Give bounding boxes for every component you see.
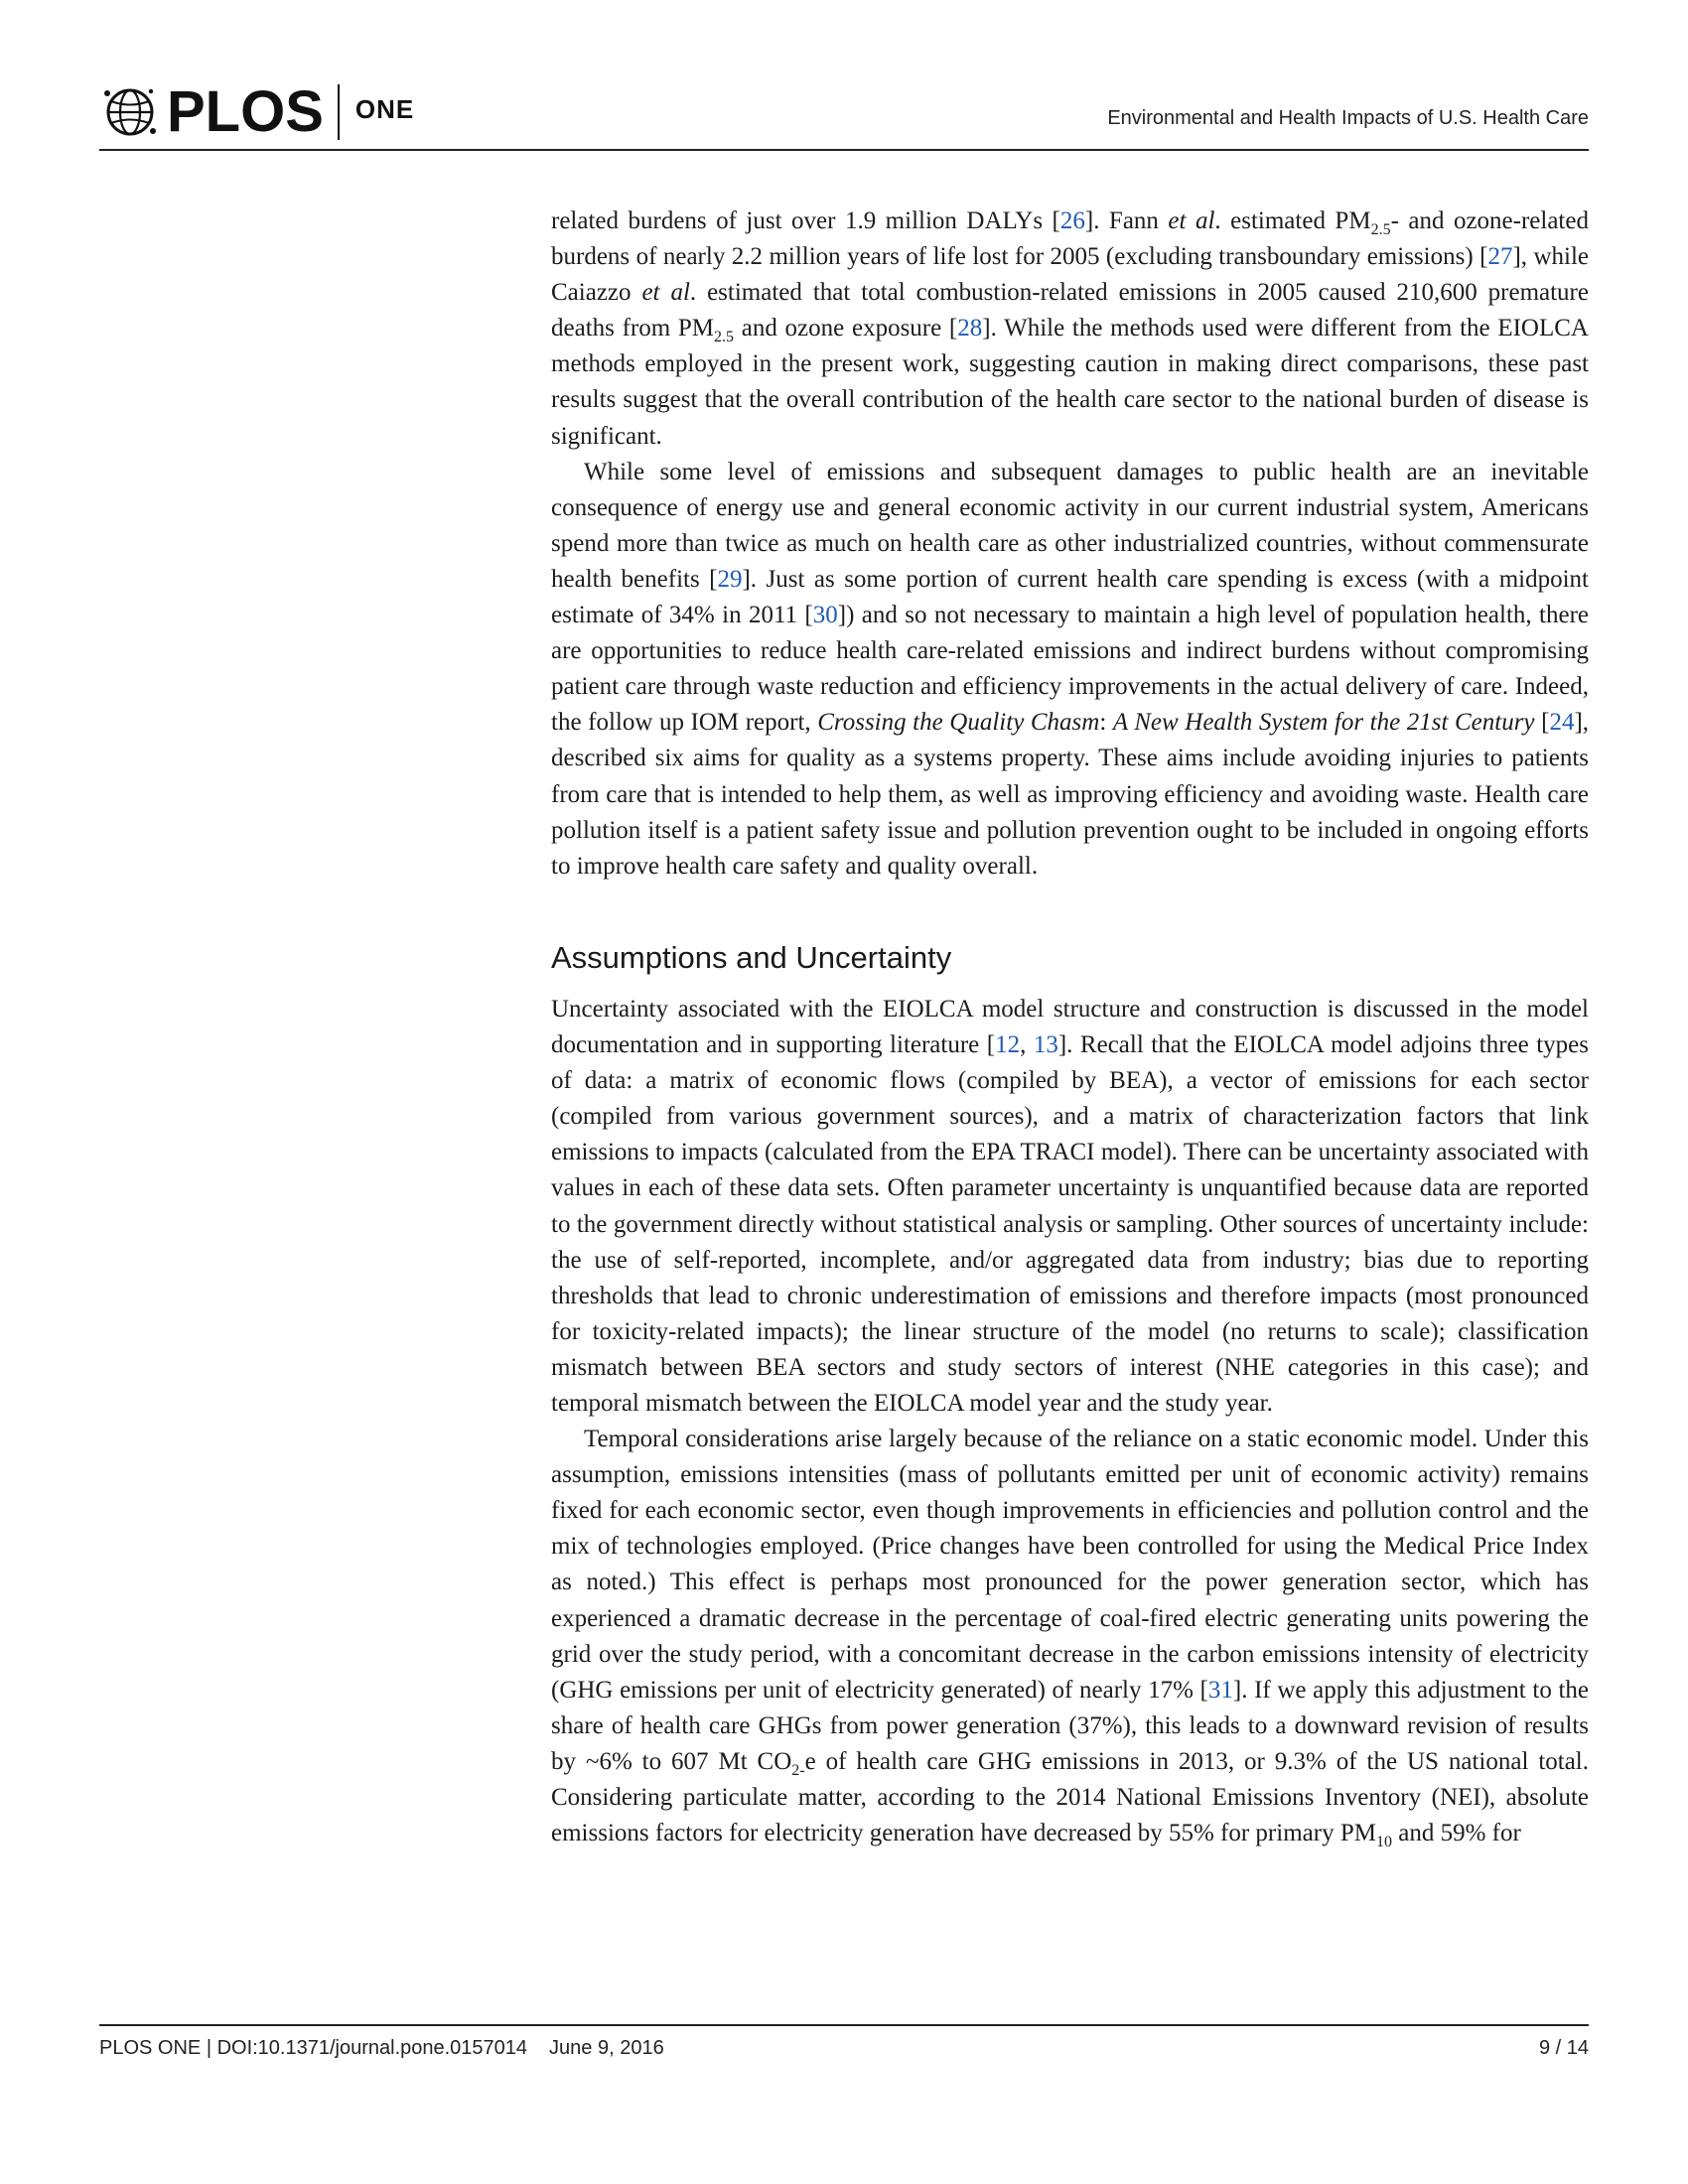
citation-link[interactable]: 30 <box>812 602 838 629</box>
globe-icon <box>99 81 161 143</box>
header-divider <box>99 149 1589 151</box>
publication-date: June 9, 2016 <box>549 2037 664 2059</box>
paragraph: Temporal considerations arise largely because of the reliance on a static economic model. Under this assumption, emissions intensities (mass of pollutants emitted per unit of economic activity) remains fixed for each economic sector, even though improvements in efficiencies and pollution control and the mix of technologies employed. (Price changes have been controlled for using the Medical Price Index as noted.) This effect is perhaps most pronounced for the power generation sector, which has experienced a dramatic decrease in the percentage of coal-fired electric generating units powering the grid over the study period, with a concomitant decrease in the carbon emissions intensity of electricity (GHG emissions per unit of electricity generated) of nearly 17% [31]. If we apply this adjustment to the share of health care GHGs from power generation (37%), this leads to a downward revision of results by ~6% to 607 Mt $CO_{2-}e$ of health care GHG emissions in 2013, or 9.3% of the US national total. Considering particulate matter, according to the 2014 National Emissions Inventory (NEI), absolute emissions factors for electricity generation have decreased by 55% for primary $PM_{10}$ and 59% for <box>551 1426 1589 1851</box>
citation-link[interactable]: 31 <box>1207 1676 1233 1704</box>
logo-divider <box>338 84 340 140</box>
article-body <box>551 204 1589 1851</box>
footer-divider <box>99 2024 1589 2026</box>
plos-one-logo[interactable] <box>99 77 414 147</box>
doi-citation[interactable]: PLOS ONE | DOI:10.1371/journal.pone.0157014 <box>99 2037 528 2059</box>
page-number: 9 / 14 <box>1538 2037 1589 2059</box>
paragraph: While some level of emissions and subsequent damages to public health are an inevitable consequence of energy use and general economic activity in our current industrial system, Americans spend more than twice as much on health care as other industrialized countries, without commensurate health benefits [29]. Just as some portion of current health care spending is excess (with a midpoint estimate of 34% in 2011 [30]) and so not necessary to maintain a high level of population health, there are opportunities to reduce health care-related emissions and indirect burdens without compromising patient care through waste reduction and efficiency improvements in the actual delivery of care. Indeed, the follow up IOM report, Crossing the Quality Chasm: A New Health System for the 21st Century [24], described six aims for quality as a systems property. These aims include avoiding injuries to patients from care that is intended to help them, as well as improving efficiency and avoiding waste. Health care pollution itself is a patient safety issue and pollution prevention ought to be included in ongoing efforts to improve health care safety and quality overall. <box>551 458 1590 880</box>
citation-link[interactable]: 12 <box>995 1031 1021 1059</box>
section-heading: Assumptions and Uncertainty <box>551 939 952 975</box>
citation-link[interactable]: 27 <box>1487 243 1513 271</box>
paragraph: Uncertainty associated with the EIOLCA model structure and construction is discussed in the model documentation and in supporting literature [12, 13]. Recall that the EIOLCA model adjoins three types of data: a matrix of economic flows (compiled by BEA), a vector of emissions for each sector (compiled from various government sources), and a matrix of characterization factors that link emissions to impacts (calculated from the EPA TRACI model). There can be uncertainty associated with values in each of these data sets. Often parameter uncertainty is unquantified because data are reported to the government directly without statistical analysis or sampling. Other sources of uncertainty include: the use of self-reported, incomplete, and/or aggregated data from industry; bias due to reporting thresholds that lead to chronic underestimation of emissions and therefore impacts (most pronounced for toxicity-related impacts); the linear structure of the model (no returns to scale); classification mismatch between BEA sectors and study sectors of interest (NHE categories in this case); and temporal mismatch between the EIOLCA model year and the study year. <box>551 995 1590 1417</box>
citation-link[interactable]: 24 <box>1549 709 1575 737</box>
citation-link[interactable]: 29 <box>717 565 743 593</box>
citation-link[interactable]: 28 <box>957 315 983 342</box>
paragraph: related burdens of just over 1.9 million DALYs [26]. Fann et al. estimated $PM_{2.5}-$ and ozone-related burdens of nearly 2.2 million years of life lost for 2005 (excluding transboundary emissions) [27], while Caiazzo et al. estimated that total combustion-related emissions in 2005 caused 210,600 premature deaths from $PM_{2.5}$ and ozone exposure [28]. While the methods used were different from the EIOLCA methods employed in the present work, suggesting caution in making direct comparisons, these past results suggest that the overall contribution of the health care sector to the national burden of disease is significant. <box>551 207 1589 450</box>
citation-link[interactable]: 26 <box>1059 207 1085 234</box>
logo-suffix: ONE <box>354 93 415 124</box>
citation-link[interactable]: 13 <box>1033 1031 1058 1059</box>
page-header <box>99 58 1589 152</box>
footer-citation <box>99 2037 664 2060</box>
running-title: Environmental and Health Impacts of U.S. Health Care <box>1107 107 1589 129</box>
logo-wordmark: PLOS <box>167 79 324 144</box>
